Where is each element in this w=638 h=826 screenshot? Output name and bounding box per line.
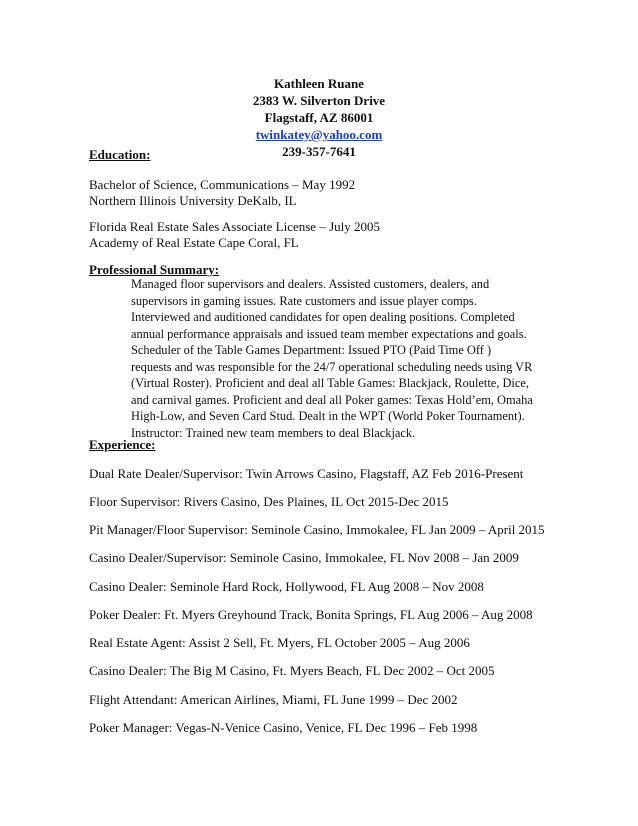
education-heading: Education: xyxy=(89,147,151,162)
education-line: Bachelor of Science, Communications – May 1992 xyxy=(89,177,356,192)
summary-line: supervisors in gaming issues. Rate customers and issue player comps. xyxy=(131,293,477,308)
experience-item: Pit Manager/Floor Supervisor: Seminole Casino, Immokalee, FL Jan 2009 – April 2015 xyxy=(89,522,545,537)
street-address: 2383 W. Silverton Drive xyxy=(252,93,386,108)
experience-item: Floor Supervisor: Rivers Casino, Des Plaines, IL Oct 2015-Dec 2015 xyxy=(89,494,449,509)
experience-heading: Experience: xyxy=(89,437,156,452)
summary-line: High-Low, and Seven Card Stud. Dealt in the WPT (World Poker Tournament). xyxy=(131,409,525,423)
education-line: Florida Real Estate Sales Associate License – July 2005 xyxy=(89,219,380,234)
summary-line: (Virtual Roster). Proficient and deal all Table Games: Blackjack, Roulette, Dice, xyxy=(131,376,529,390)
summary-line: Scheduler of the Table Games Department: Issued PTO (Paid Time Off ) xyxy=(131,343,492,357)
email-link[interactable]: twinkatey@yahoo.com xyxy=(255,127,383,142)
summary-paragraph xyxy=(131,276,541,441)
city-state-zip: Flagstaff, AZ 86001 xyxy=(264,110,374,125)
candidate-name: Kathleen Ruane xyxy=(274,76,364,91)
experience-item: Dual Rate Dealer/Supervisor: Twin Arrows Casino, Flagstaff, AZ Feb 2016-Present xyxy=(89,466,524,481)
experience-item: Flight Attendant: American Airlines, Miami, FL June 1999 – Dec 2002 xyxy=(89,692,458,707)
summary-line: Managed floor supervisors and dealers. Assisted customers, dealers, and xyxy=(131,277,490,291)
summary-line: Instructor: Trained new team members to deal Blackjack. xyxy=(131,425,416,440)
summary-line: requests and was responsible for the 24/7 operational scheduling needs using VR xyxy=(131,359,533,374)
phone-number: 239-357-7641 xyxy=(282,144,356,159)
experience-item: Casino Dealer/Supervisor: Seminole Casino, Immokalee, FL Nov 2008 – Jan 2009 xyxy=(89,550,519,565)
education-line: Academy of Real Estate Cape Coral, FL xyxy=(89,235,299,250)
summary-line: Interviewed and auditioned candidates for open dealing positions. Completed xyxy=(131,310,515,324)
summary-line: annual performance appraisals and issued team member expectations and goals. xyxy=(131,326,527,341)
experience-item: Poker Manager: Vegas-N-Venice Casino, Venice, FL Dec 1996 – Feb 1998 xyxy=(89,720,478,735)
summary-heading: Professional Summary: xyxy=(89,262,220,277)
experience-item: Casino Dealer: The Big M Casino, Ft. Myers Beach, FL Dec 2002 – Oct 2005 xyxy=(89,663,495,678)
experience-item: Casino Dealer: Seminole Hard Rock, Hollywood, FL Aug 2008 – Nov 2008 xyxy=(89,579,484,594)
education-line: Northern Illinois University DeKalb, IL xyxy=(89,193,297,208)
experience-item: Poker Dealer: Ft. Myers Greyhound Track, Bonita Springs, FL Aug 2006 – Aug 2008 xyxy=(89,607,533,622)
experience-item: Real Estate Agent: Assist 2 Sell, Ft. Myers, FL October 2005 – Aug 2006 xyxy=(89,635,470,650)
summary-line: and carnival games. Proficient and deal all Poker games: Texas Hold’em, Omaha xyxy=(131,392,533,407)
